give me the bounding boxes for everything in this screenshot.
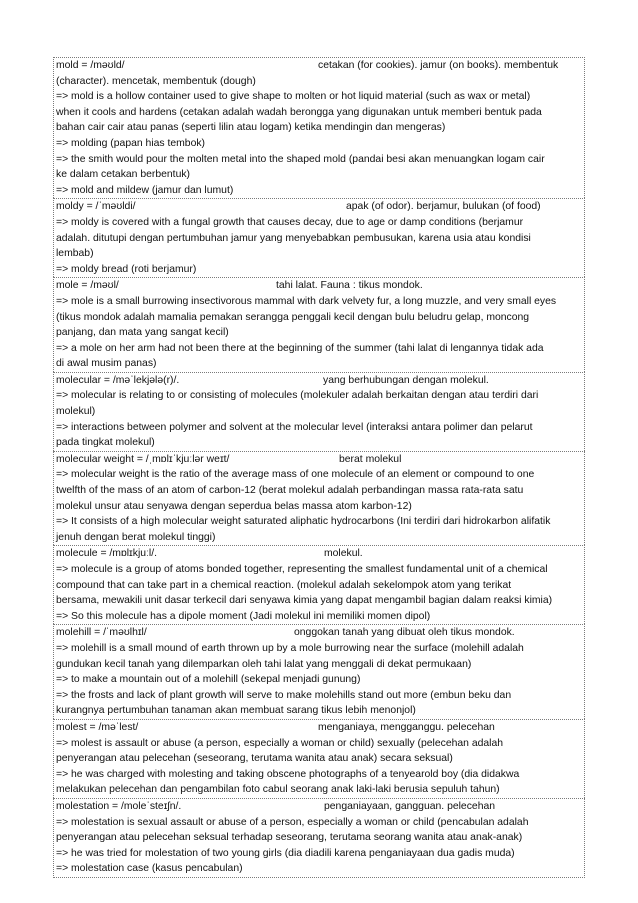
dictionary-entry bbox=[53, 198, 585, 277]
entry-text-line: bersama, mewakili unit dasar terkecil dari senyawa kimia yang dapat mengambil bagian dalam reaksi kimia) bbox=[56, 595, 553, 607]
entry-text-line: di awal musim panas) bbox=[56, 358, 157, 370]
entry-text-line: (tikus mondok adalah mamalia pemakan serangga penggali kecil dengan bulu beludru gelap, moncong bbox=[56, 311, 530, 323]
entry-text-line: => to make a mountain out of a molehill (sekepal menjadi gunung) bbox=[56, 674, 361, 686]
entry-text-line: => moldy bread (roti berjamur) bbox=[56, 263, 197, 275]
entry-text-line: => molecular is relating to or consisting of molecules (molekuler adalah berkaitan dengan atau terdiri dari bbox=[56, 390, 539, 402]
entry-translation: cetakan (for cookies). jamur (on books). membentuk bbox=[318, 60, 559, 71]
entry-headword: molecule = /mɒlɪkjuːl/. bbox=[56, 548, 158, 560]
dictionary-entry bbox=[53, 372, 585, 451]
dictionary-entry bbox=[53, 57, 585, 198]
dictionary-entry bbox=[53, 277, 585, 372]
entry-text-line: => molding (papan hias tembok) bbox=[56, 137, 206, 149]
entry-translation: onggokan tanah yang dibuat oleh tikus mondok. bbox=[294, 627, 515, 639]
entry-translation: tahi lalat. Fauna : tikus mondok. bbox=[276, 280, 423, 292]
entry-text-line: => the smith would pour the molten metal into the shaped mold (pandai besi akan menuangkan logam cair bbox=[56, 153, 545, 165]
entry-headword: molest = /məˈlest/ bbox=[56, 721, 139, 733]
entry-text-line: => interactions between polymer and solvent at the molecular level (interaksi antara polimer dan pelarut bbox=[56, 421, 533, 433]
entry-text-line: lembab) bbox=[56, 248, 94, 260]
dictionary-entry bbox=[53, 624, 585, 719]
entry-translation: berat molekul bbox=[339, 453, 402, 465]
entry-text-line: pada tingkat molekul) bbox=[56, 437, 155, 449]
entry-translation: apak (of odor). berjamur, bulukan (of food) bbox=[346, 201, 541, 213]
entry-text-line: ke dalam cetakan berbentuk) bbox=[56, 169, 191, 181]
entry-headline bbox=[56, 625, 582, 641]
entry-headline bbox=[56, 720, 582, 736]
entry-headword: molecular = /məˈlekjələ(r)/. bbox=[56, 374, 180, 386]
entry-text-line: => the frosts and lack of plant growth will serve to make molehills stand out more (embun beku dan bbox=[56, 689, 512, 701]
entry-text-line: melakukan pelecehan dan pengambilan foto cabul seorang anak laki-laki berusia sepuluh tahun) bbox=[56, 784, 500, 796]
entry-headline bbox=[56, 58, 582, 74]
entry-text-line: => he was tried for molestation of two young girls (dia diadili karena penganiayaan dua gadis muda) bbox=[56, 847, 515, 859]
entry-text-line: adalah. ditutupi dengan pertumbuhan jamur yang menyebabkan pembusukan, karena usia atau kondisi bbox=[56, 232, 531, 244]
dictionary-entry bbox=[53, 451, 585, 546]
entry-headword: molecular weight = /ˌmɒlɪˈkjuːlər weɪt/ bbox=[56, 453, 230, 465]
entry-text-line: jenuh dengan berat molekul tinggi) bbox=[56, 531, 216, 543]
entry-text-line: => mold is a hollow container used to give shape to molten or hot liquid material (such as wax or metal) bbox=[56, 91, 531, 103]
entry-text-line: => moldy is covered with a fungal growth that causes decay, due to age or damp conditions (berjamur bbox=[56, 216, 524, 228]
entry-text-line: => molest is assault or abuse (a person, especially a woman or child) sexually (pelecehan adalah bbox=[56, 737, 504, 749]
entry-headword: molehill = /ˈməʊlhɪl/ bbox=[56, 627, 147, 639]
entry-headline bbox=[56, 278, 582, 294]
entry-text-line: penyerangan atau pelecehan (seseorang, terutama wanita atau anak) secara seksual) bbox=[56, 753, 453, 765]
entry-headline bbox=[56, 546, 582, 562]
entry-text-line: molekul) bbox=[56, 406, 96, 418]
entry-text-line: (character). mencetak, membentuk (dough) bbox=[56, 75, 256, 87]
entry-headline bbox=[56, 199, 582, 215]
entry-text-line: compound that can take part in a chemical reaction. (molekul adalah sekelompok atom yang terikat bbox=[56, 579, 512, 591]
entry-text-line: => mole is a small burrowing insectivorous mammal with dark velvety fur, a long muzzle, and very small eyes bbox=[56, 295, 557, 307]
entry-text-line: => molehill is a small mound of earth thrown up by a mole burrowing near the surface (molehill adalah bbox=[56, 642, 524, 654]
entry-text-line: gundukan kecil tanah yang dilemparkan oleh tahi lalat yang menggali di dekat permukaan) bbox=[56, 658, 472, 670]
entry-text-line: => molestation is sexual assault or abuse of a person, especially a woman or child (pencabulan adalah bbox=[56, 816, 529, 828]
entry-text-line: => It consists of a high molecular weight saturated aliphatic hydrocarbons (Ini terdiri dari hidrokarbon alifatik bbox=[56, 516, 551, 528]
entry-translation: molekul. bbox=[324, 548, 363, 560]
entry-text-line: => he was charged with molesting and taking obscene photographs of a tenyearold boy (dia didakwa bbox=[56, 768, 520, 780]
entry-headline bbox=[56, 373, 582, 389]
dictionary-page bbox=[53, 57, 585, 878]
dictionary-entry bbox=[53, 719, 585, 798]
entry-text-line: bahan cair cair atau panas (seperti lilin atau logam) ketika mendingin dan mengeras) bbox=[56, 122, 446, 134]
dictionary-entry bbox=[53, 798, 585, 878]
entry-text-line: when it cools and hardens (cetakan adalah wadah berongga yang digunakan untuk memberi bentuk pada bbox=[56, 106, 542, 118]
entry-text-line: panjang, dan mata yang sangat kecil) bbox=[56, 327, 229, 339]
entry-translation: penganiayaan, gangguan. pelecehan bbox=[324, 800, 496, 812]
entry-headline bbox=[56, 452, 582, 468]
entry-text-line: => molestation case (kasus pencabulan) bbox=[56, 863, 243, 875]
entry-text-line: penyerangan atau pelecehan seksual terhadap seseorang, terutama seorang wanita atau anak-anak) bbox=[56, 832, 523, 844]
dictionary-entry bbox=[53, 545, 585, 624]
entry-text-line: => a mole on her arm had not been there at the beginning of the summer (tahi lalat di lengannya tidak ada bbox=[56, 342, 544, 354]
entry-text-line: => molecule is a group of atoms bonded together, representing the smallest fundamental unit of a chemical bbox=[56, 564, 548, 575]
entry-text-line: => molecular weight is the ratio of the average mass of one molecule of an element or compound to one bbox=[56, 469, 535, 481]
entry-headword: mold = /məʊld/ bbox=[56, 60, 125, 71]
entry-text-line: twelfth of the mass of an atom of carbon-12 (berat molekul adalah perbandingan massa rata-rata satu bbox=[56, 485, 524, 497]
entry-translation: yang berhubungan dengan molekul. bbox=[323, 374, 489, 386]
entry-headword: moldy = /ˈməʊldi/ bbox=[56, 201, 136, 213]
entry-text-line: => mold and mildew (jamur dan lumut) bbox=[56, 184, 234, 196]
entry-headline bbox=[56, 799, 582, 815]
entry-headword: mole = /məʊl/ bbox=[56, 280, 119, 292]
entry-headword: molestation = /moleˈsteɪʃn/. bbox=[56, 800, 182, 812]
entry-translation: menganiaya, mengganggu. pelecehan bbox=[318, 721, 495, 733]
entry-text-line: => So this molecule has a dipole moment (Jadi molekul ini memiliki momen dipol) bbox=[56, 610, 431, 622]
entry-text-line: kurangnya pertumbuhan tanaman akan membuat sarang tikus lebih menonjol) bbox=[56, 705, 416, 717]
entry-text-line: molekul unsur atau senyawa dengan seperdua belas massa atom karbon-12) bbox=[56, 500, 412, 512]
